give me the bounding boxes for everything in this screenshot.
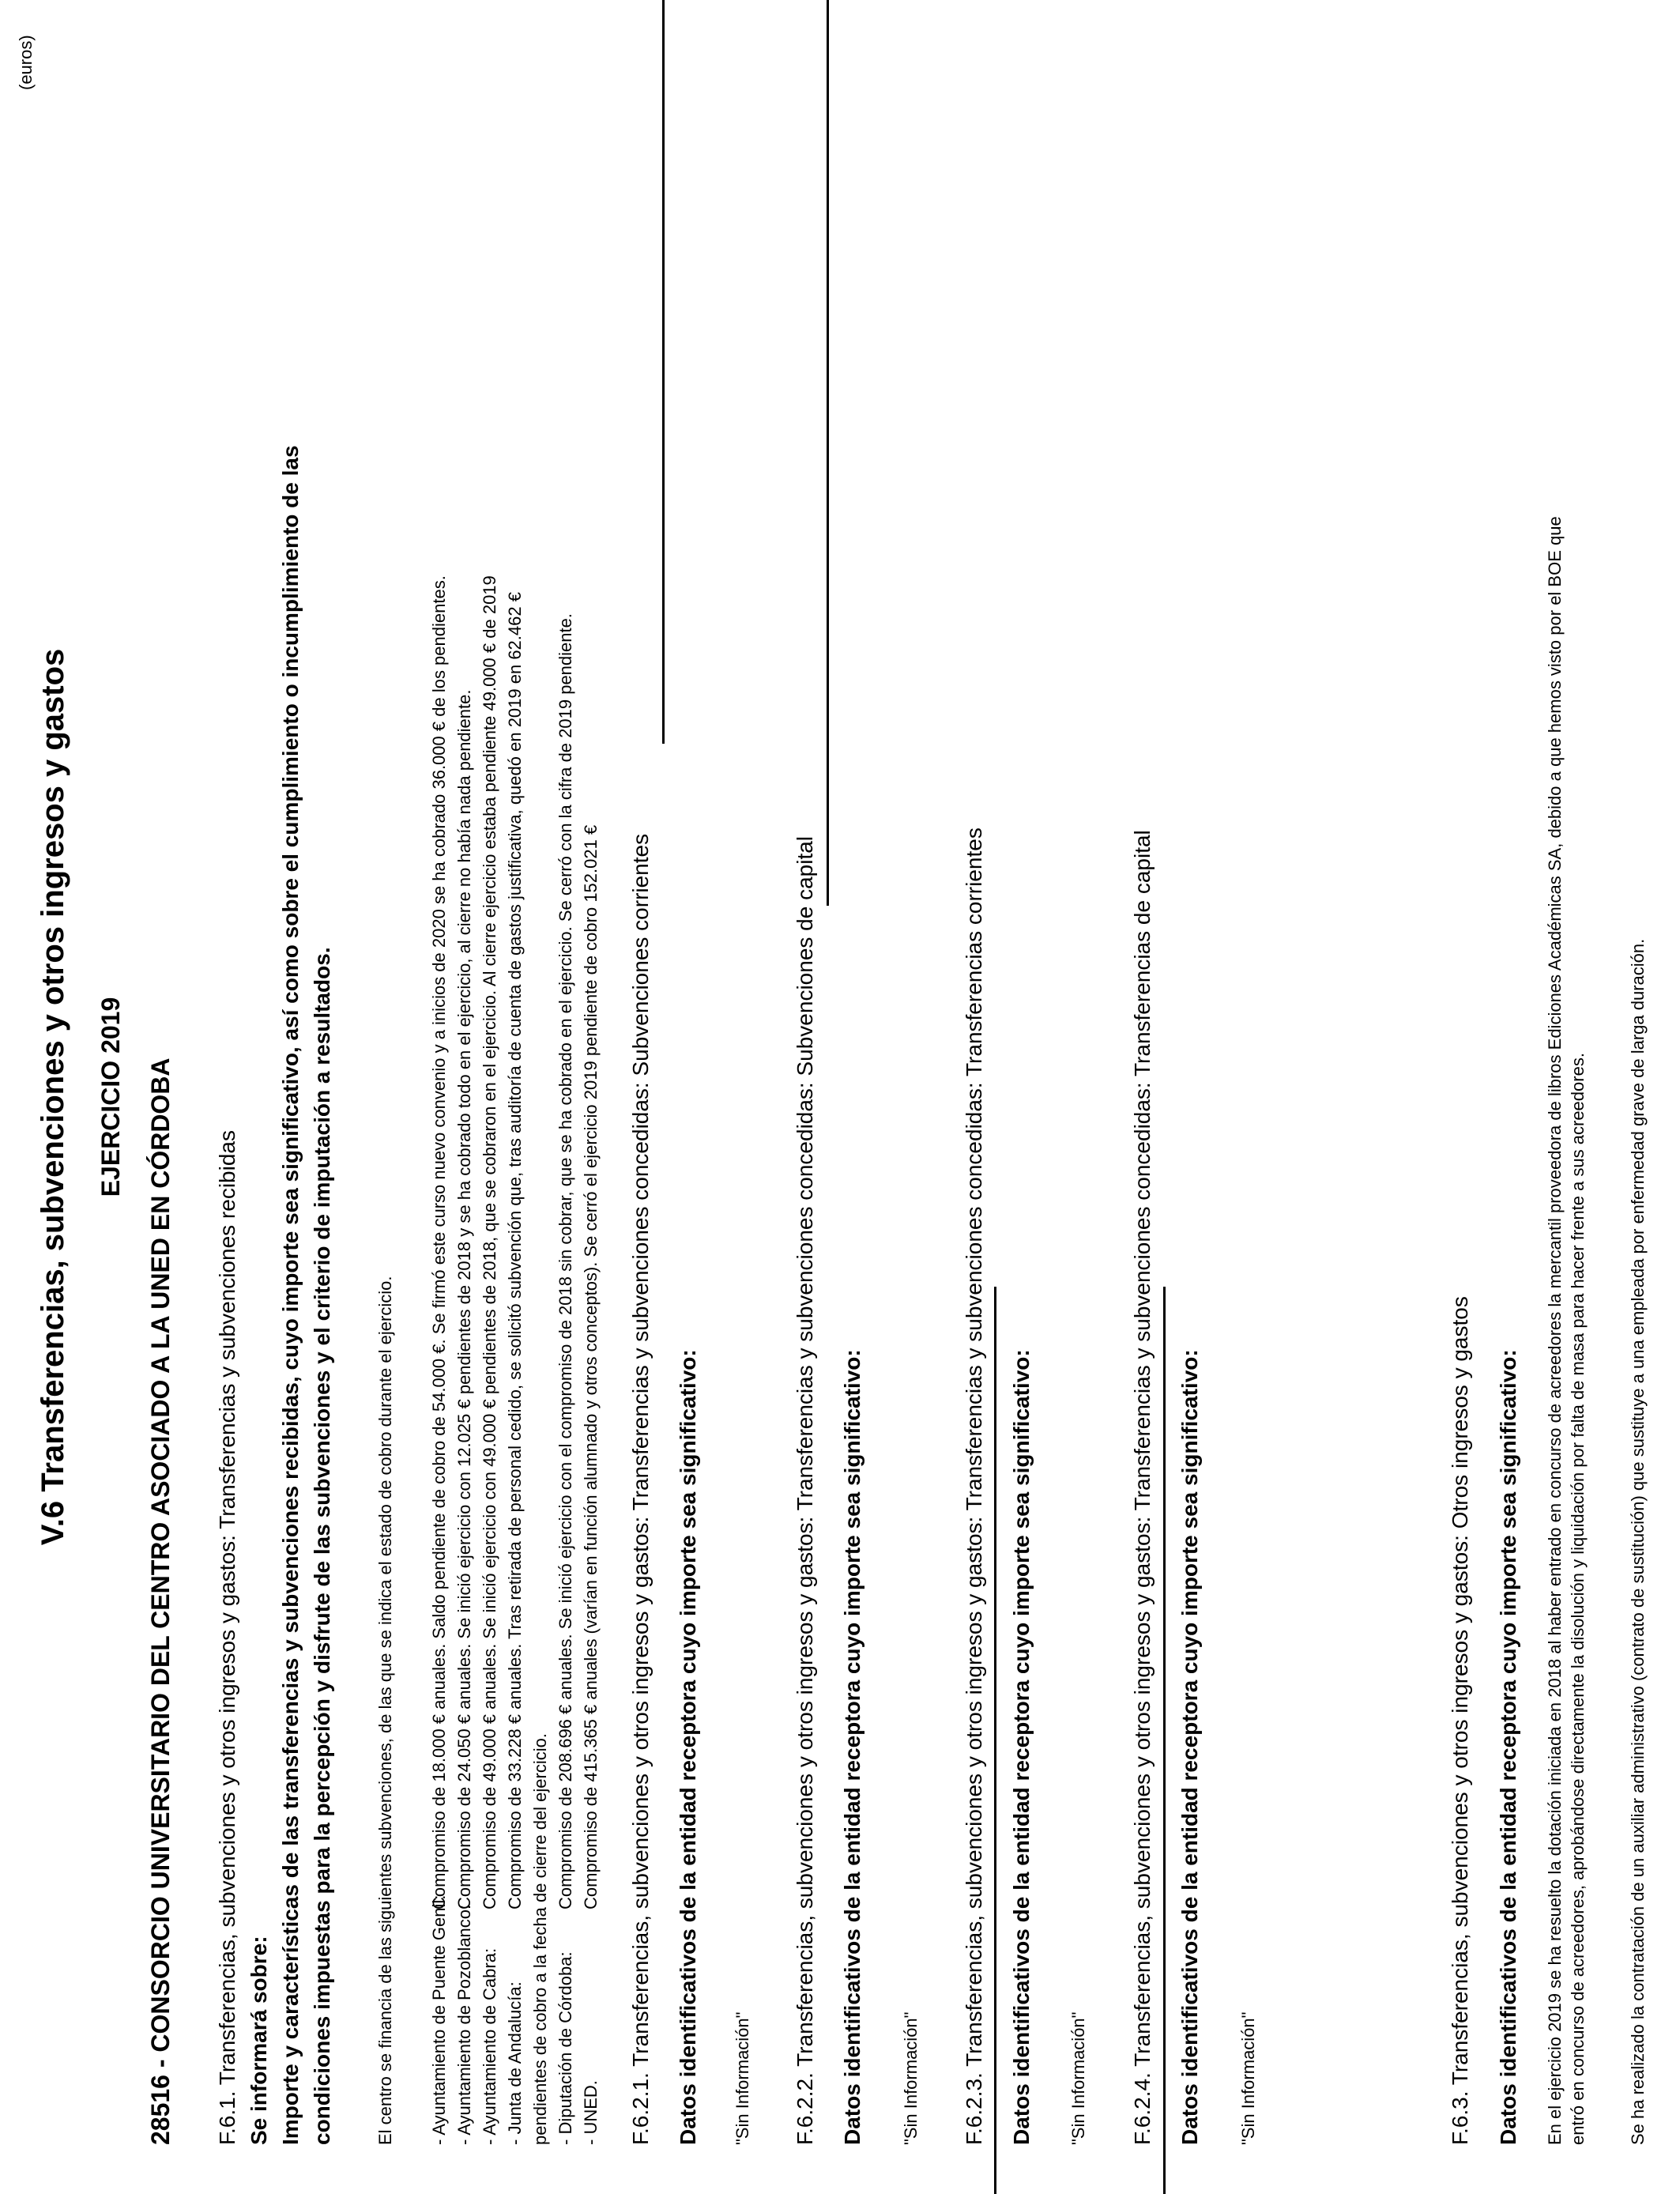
section-rule (827, 0, 829, 906)
f621-subheading: Datos identificativos de la entidad receptora cuyo importe sea significativo: (676, 1349, 700, 2145)
f63-subheading: Datos identificativos de la entidad receptora cuyo importe sea significativo: (1496, 1349, 1520, 2145)
section-rule (1163, 1287, 1166, 2194)
f622-subheading: Datos identificativos de la entidad receptora cuyo importe sea significativo: (840, 1349, 864, 2145)
f61-requirement-line-1: Importe y características de las transferencias y subvenciones recibidas, cuyo importe sea significativo, así como sobre el cumplimiento o incumplimiento de las (278, 445, 303, 2145)
f623-heading: F.6.2.3. Transferencias, subvenciones y otros ingresos y gastos: Transferencias y subvenciones concedidas: Transferencias corrientes (962, 827, 986, 2145)
f63-paragraph-2: Se ha realizado la contratación de un auxiliar administrativo (contrato de sustitución) que sustituye a una empleada por enfermedad grave de larga duración. (1628, 938, 1648, 2145)
subsidy-label: - Ayuntamiento de Cabra: (480, 1947, 499, 2145)
f624-value: "Sin Información" (1238, 2011, 1258, 2145)
f624-subheading: Datos identificativos de la entidad receptora cuyo importe sea significativo: (1177, 1349, 1202, 2145)
subsidy-continuation: pendientes de cobro a la fecha de cierre del ejercicio. (530, 1733, 550, 2145)
f621-value: "Sin Información" (733, 2011, 752, 2145)
exercise-year: EJERCICIO 2019 (96, 997, 125, 1197)
f63-heading: F.6.3. Transferencias, subvenciones y otros ingresos y gastos: Otros ingresos y gastos (1448, 1296, 1472, 2145)
subsidy-text: Compromiso de 49.000 € anuales. Se inició ejercicio con 49.000 € pendientes de 2018, que se cobraron en el ejercicio. Al cierre ejercicio estaba pendiente 49.000 € de 2019 (480, 575, 499, 1909)
subsidy-text: Compromiso de 18.000 € anuales. Saldo pendiente de cobro de 54.000 €. Se firmó este curso nuevo convenio y a inicios de 2020 se ha cobrado 36.000 € de los pendientes. (429, 575, 449, 1909)
f61-intro: El centro se financia de las siguientes subvenciones, de las que se indica el estado de cobro durante el ejercicio. (375, 1276, 395, 2145)
f622-heading: F.6.2.2. Transferencias, subvenciones y otros ingresos y gastos: Transferencias y subvenciones concedidas: Subvenciones de capital (793, 835, 817, 2145)
document-title: V.6 Transferencias, subvenciones y otros ingresos y gastos (36, 648, 70, 1546)
subsidy-label: - UNED. (581, 2080, 601, 2145)
subsidy-text: Compromiso de 415.365 € anuales (varían en función alumnado y otros conceptos). Se cerró el ejercicio 2019 pendiente de cobro 152.021 € (581, 824, 601, 1909)
f61-heading: F.6.1. Transferencias, subvenciones y otros ingresos y gastos: Transferencias y subvenciones recibidas (215, 1130, 239, 2145)
f623-value: "Sin Información" (1068, 2011, 1088, 2145)
f63-paragraph-1-line-2: entró en concurso de acreedores, aprobándose directamente la disolución y liquidación por falta de masa para hacer frente a sus acreedores. (1568, 1053, 1588, 2145)
subsidy-text: Compromiso de 24.050 € anuales. Se inició ejercicio con 12.025 € pendientes de 2018 y se ha cobrado todo en el ejercicio, al cierre no había nada pendiente. (454, 689, 474, 1909)
subsidy-text: Compromiso de 208.696 € anuales. Se inició ejercicio con el compromiso de 2018 sin cobrar, que se ha cobrado en el ejercicio. Se cerró con la cifra de 2019 pendiente. (556, 613, 575, 1909)
f622-value: "Sin Información" (901, 2011, 921, 2145)
subsidy-text: Compromiso de 33.228 € anuales. Tras retirada de personal cedido, se solicitó subvención que, tras auditoría de cuenta de gastos justificativa, quedó en 2019 en 62.462 € (505, 592, 525, 1909)
subsidy-label: - Diputación de Córdoba: (556, 1951, 575, 2145)
subsidy-label: - Junta de Andalucía: (505, 1981, 525, 2145)
subsidy-label: - Ayuntamiento de Pozoblanco: (454, 1904, 474, 2145)
f61-inform-label: Se informará sobre: (247, 1936, 271, 2145)
f621-heading: F.6.2.1. Transferencias, subvenciones y otros ingresos y gastos: Transferencias y subvenciones concedidas: Subvenciones corrientes (628, 833, 653, 2145)
f624-heading: F.6.2.4. Transferencias, subvenciones y otros ingresos y gastos: Transferencias y subvenciones concedidas: Transferencias de capital (1130, 830, 1155, 2145)
section-rule (662, 0, 665, 744)
subsidy-label: - Ayuntamiento de Puente Genil: (429, 1894, 449, 2145)
f623-subheading: Datos identificativos de la entidad receptora cuyo importe sea significativo: (1009, 1349, 1034, 2145)
f63-paragraph-1-line-1: En el ejercicio 2019 se ha resuelto la dotación iniciada en 2018 al haber entrado en concurso de acreedores la mercantil proveedora de libros Ediciones Académicas SA, debido a que hemos visto por el BOE que (1545, 516, 1565, 2145)
entity-name: 28516 - CONSORCIO UNIVERSITARIO DEL CENTRO ASOCIADO A LA UNED EN CÓRDOBA (146, 1057, 175, 2145)
currency-units: (euros) (16, 35, 36, 90)
section-rule (994, 1287, 996, 2194)
f61-requirement-line-2: condiciones impuestas para la percepción y disfrute de las subvenciones y el criterio de imputación a resultados. (310, 947, 334, 2145)
